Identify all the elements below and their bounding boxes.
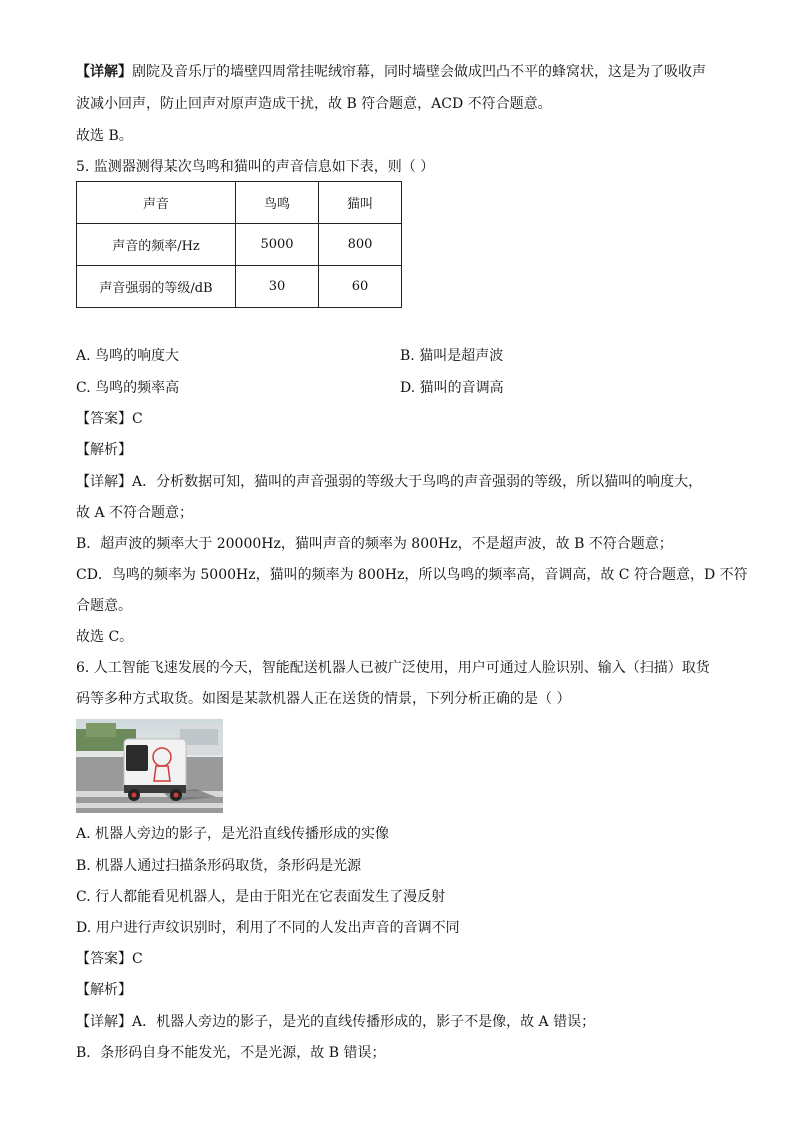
table-header-row bbox=[77, 182, 402, 224]
table-header-cell: 猫叫 bbox=[319, 182, 402, 224]
q5-option-b: B. 猫叫是超声波 bbox=[400, 348, 504, 364]
q6-stem-line2: 码等多种方式取货。如图是某款机器人正在送货的情景，下列分析正确的是（ ） bbox=[76, 691, 571, 707]
q5-detail-line2: 故 A 不符合题意； bbox=[76, 505, 194, 521]
q4-detail-line2: 波减小回声，防止回声对原声造成干扰，故 B 符合题意，ACD 不符合题意。 bbox=[76, 96, 552, 112]
q6-analysis-heading: 【解析】 bbox=[76, 982, 132, 998]
q5-option-d: D. 猫叫的音调高 bbox=[400, 380, 504, 396]
q6-stem-line1: 6. 人工智能飞速发展的今天，智能配送机器人已被广泛使用，用户可通过人脸识别、输入（扫描）取货 bbox=[76, 660, 710, 676]
q5-answer: 【答案】C bbox=[76, 411, 143, 427]
detail-tag: 【详解】 bbox=[76, 64, 132, 80]
q6-option-b: B. 机器人通过扫描条形码取货，条形码是光源 bbox=[76, 858, 362, 874]
q5-table bbox=[76, 181, 402, 308]
table-header-cell: 鸟鸣 bbox=[236, 182, 319, 224]
q5-detail-line1: 【详解】A．分析数据可知，猫叫的声音强弱的等级大于鸟鸣的声音强弱的等级，所以猫叫的响度大， bbox=[76, 474, 703, 490]
q4-detail-line1 bbox=[76, 62, 706, 82]
q5-option-c: C. 鸟鸣的频率高 bbox=[76, 380, 180, 396]
q6-detail-line2: B．条形码自身不能发光，不是光源，故 B 错误； bbox=[76, 1045, 386, 1061]
q4-detail-text: 剧院及音乐厅的墙壁四周常挂呢绒帘幕，同时墙壁会做成凹凸不平的蜂窝状，这是为了吸收声 bbox=[132, 64, 706, 80]
delivery-robot-photo bbox=[76, 719, 223, 813]
q6-option-d: D. 用户进行声纹识别时，利用了不同的人发出声音的音调不同 bbox=[76, 920, 460, 936]
q5-detail-line3: B．超声波的频率大于 20000Hz，猫叫声音的频率为 800Hz，不是超声波，故 B 不符合题意； bbox=[76, 536, 673, 552]
q5-detail-line4: CD．鸟鸣的频率为 5000Hz，猫叫的频率为 800Hz，所以鸟鸣的频率高，音调高，故 C 符合题意，D 不符 bbox=[76, 567, 748, 583]
delivery-robot-illustration bbox=[76, 719, 223, 813]
table-cell: 声音的频率/Hz bbox=[77, 224, 236, 266]
table-cell: 60 bbox=[319, 266, 402, 308]
table-row bbox=[77, 266, 402, 308]
q6-option-a: A. 机器人旁边的影子，是光沿直线传播形成的实像 bbox=[76, 826, 390, 842]
q5-stem: 5. 监测器测得某次鸟鸣和猫叫的声音信息如下表，则（ ） bbox=[76, 159, 435, 175]
q5-choose: 故选 C。 bbox=[76, 629, 134, 645]
q5-option-a: A. 鸟鸣的响度大 bbox=[76, 348, 180, 364]
table-header-cell: 声音 bbox=[77, 182, 236, 224]
table-cell: 声音强弱的等级/dB bbox=[77, 266, 236, 308]
q6-answer: 【答案】C bbox=[76, 951, 143, 967]
q5-detail-line5: 合题意。 bbox=[76, 598, 132, 614]
q5-analysis-heading: 【解析】 bbox=[76, 442, 132, 458]
q4-choose: 故选 B。 bbox=[76, 128, 133, 144]
table-cell: 5000 bbox=[236, 224, 319, 266]
table-cell: 800 bbox=[319, 224, 402, 266]
table-cell: 30 bbox=[236, 266, 319, 308]
q6-detail-line1: 【详解】A．机器人旁边的影子，是光的直线传播形成的，影子不是像，故 A 错误； bbox=[76, 1014, 596, 1030]
table-row bbox=[77, 224, 402, 266]
q6-option-c: C. 行人都能看见机器人，是由于阳光在它表面发生了漫反射 bbox=[76, 889, 446, 905]
